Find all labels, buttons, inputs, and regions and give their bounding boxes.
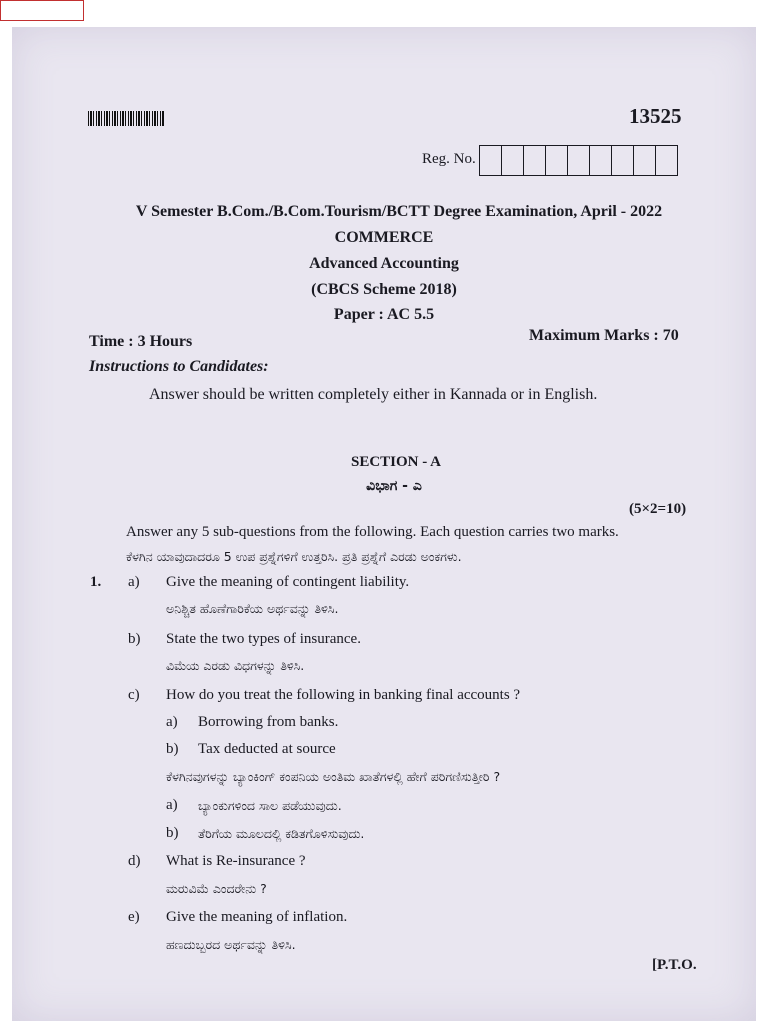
section-marks: (5×2=10) <box>629 501 687 517</box>
instruction-text: Answer should be written completely either in Kannada or in English. <box>149 386 598 403</box>
paper-title: Paper : AC 5.5 <box>333 306 435 323</box>
reg-no-digit-box <box>524 146 546 175</box>
reg-no-digit-box <box>502 146 524 175</box>
question-number: 1. <box>90 574 102 590</box>
subquestion-b-kannada: ವಿಮೆಯ ಎರಡು ವಿಧಗಳನ್ನು ತಿಳಿಸಿ. <box>166 658 305 673</box>
instructions-heading: Instructions to Candidates: <box>89 358 269 375</box>
reg-no-digit-box <box>656 146 677 175</box>
section-instruction-kannada: ಕೆಳಗಿನ ಯಾವುದಾದರೂ 5 ಉಪ ಪ್ರಶ್ನೆಗಳಿಗೆ ಉತ್ತರಿಸಿ. ಪ್ರತಿ ಪ್ರಶ್ನೆಗೆ ಎರಡು ಅಂಕಗಳು. <box>126 549 462 564</box>
subitem-text-kannada: ತೆರಿಗೆಯ ಮೂಲದಲ್ಲಿ ಕಡಿತಗೊಳಿಸುವುದು. <box>198 826 365 841</box>
subquestion-label-e: e) <box>128 909 140 925</box>
subquestion-c-english: How do you treat the following in banking final accounts ? <box>166 687 521 703</box>
page-turn-note: [P.T.O. <box>652 957 697 973</box>
subitem-text-kannada: ಬ್ಯಾಂಕುಗಳಿಂದ ಸಾಲ ಪಡೆಯುವುದು. <box>198 798 342 813</box>
reg-no-digit-box <box>590 146 612 175</box>
reg-no-digit-box <box>634 146 656 175</box>
exam-title: V Semester B.Com./B.Com.Tourism/BCTT Degree Examination, April - 2022 <box>135 203 663 220</box>
paper-code: 13525 <box>629 104 682 128</box>
subquestion-label-d: d) <box>128 853 141 869</box>
subquestion-label-b: b) <box>128 631 141 647</box>
subitem-label: b) <box>166 825 179 841</box>
reg-no-label: Reg. No. <box>422 151 476 167</box>
subquestion-e-english: Give the meaning of inflation. <box>166 909 348 925</box>
subquestion-b-english: State the two types of insurance. <box>166 631 361 647</box>
subitem-label: a) <box>166 797 178 813</box>
subquestion-c-kannada: ಕೆಳಗಿನವುಗಳನ್ನು ಬ್ಯಾಂಕಿಂಗ್ ಕಂಪನಿಯ ಅಂತಿಮ ಖಾತೆಗಳಲ್ಲಿ ಹೇಗೆ ಪರಿಗಣಿಸುತ್ತೀರಿ ? <box>166 769 501 784</box>
reg-no-digit-box <box>480 146 502 175</box>
barcode-image <box>88 111 164 126</box>
reg-no-boxes <box>479 145 678 176</box>
subquestion-a-english: Give the meaning of contingent liability. <box>166 574 410 590</box>
section-title: SECTION - A <box>350 454 442 470</box>
section-title-kannada: ವಿಭಾಗ - ಎ <box>366 478 422 494</box>
reg-no-digit-box <box>612 146 634 175</box>
course-title: Advanced Accounting <box>309 255 459 272</box>
time-allowed: Time : 3 Hours <box>89 333 193 350</box>
subquestion-label-a: a) <box>128 574 140 590</box>
corner-marker <box>0 0 84 21</box>
subquestion-a-kannada: ಅನಿಶ್ಚಿತ ಹೊಣೆಗಾರಿಕೆಯ ಅರ್ಥವನ್ನು ತಿಳಿಸಿ. <box>166 601 339 616</box>
subquestion-d-kannada: ಮರುವಿಮೆ ಎಂದರೇನು ? <box>166 881 267 896</box>
subitem-label: b) <box>166 741 179 757</box>
subquestion-e-kannada: ಹಣದುಬ್ಬರದ ಅರ್ಥವನ್ನು ತಿಳಿಸಿ. <box>166 937 296 952</box>
section-instruction-english: Answer any 5 sub-questions from the following. Each question carries two marks. <box>126 524 619 540</box>
reg-no-digit-box <box>546 146 568 175</box>
scheme-title: (CBCS Scheme 2018) <box>311 281 457 298</box>
subitem-text: Borrowing from banks. <box>198 714 339 730</box>
subitem-text: Tax deducted at source <box>198 741 336 757</box>
maximum-marks: Maximum Marks : 70 <box>529 327 679 344</box>
subquestion-label-c: c) <box>128 687 140 703</box>
subject-title: COMMERCE <box>334 229 434 246</box>
exam-sheet <box>12 27 756 1021</box>
subquestion-d-english: What is Re-insurance ? <box>166 853 306 869</box>
subitem-label: a) <box>166 714 178 730</box>
reg-no-digit-box <box>568 146 590 175</box>
